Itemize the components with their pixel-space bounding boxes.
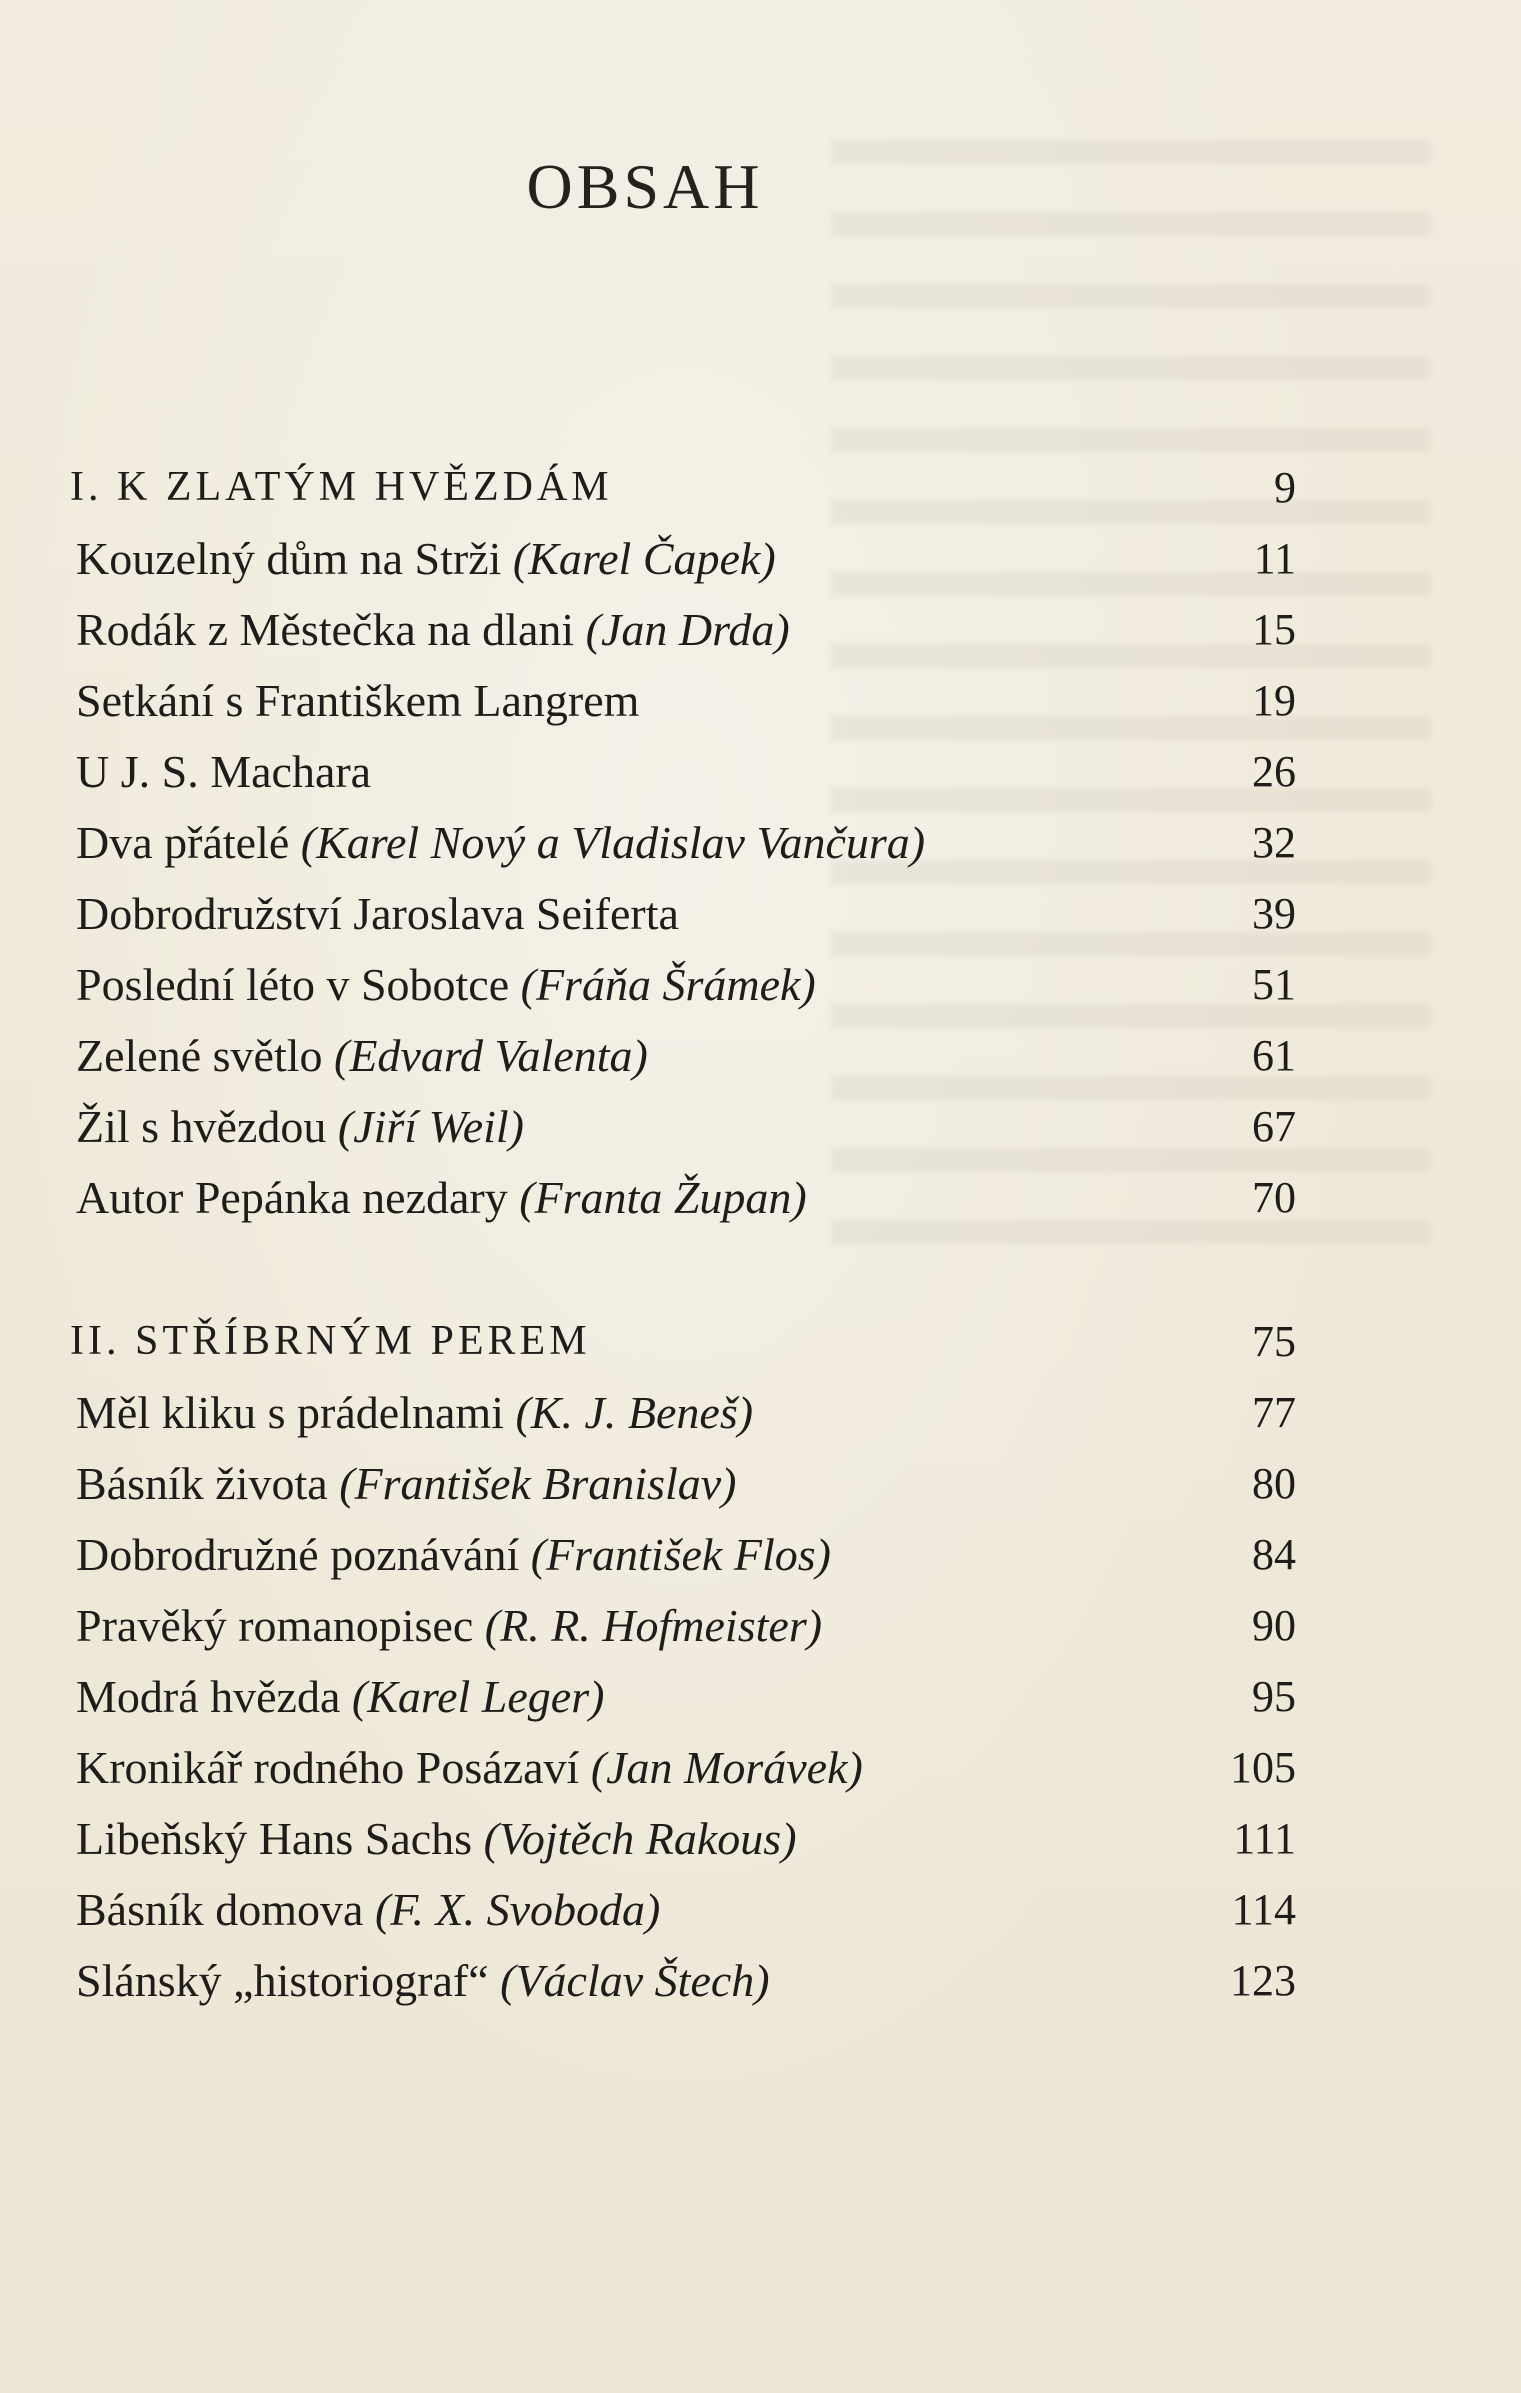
toc-entry bbox=[76, 736, 1296, 807]
entry-title: Slánský „historiograf“ bbox=[76, 1955, 489, 2006]
toc-entry bbox=[76, 594, 1296, 665]
entry-title: Kronikář rodného Posázaví bbox=[76, 1742, 580, 1793]
toc-entry bbox=[76, 949, 1296, 1020]
entry-page: 15 bbox=[1252, 605, 1296, 654]
entry-page: 70 bbox=[1252, 1173, 1296, 1222]
toc-entry bbox=[76, 1732, 1296, 1803]
toc-entry bbox=[76, 878, 1296, 949]
entry-author: (Fráňa Šrámek) bbox=[520, 959, 816, 1010]
section-heading bbox=[70, 452, 1296, 523]
section-heading-title: II. STŘÍBRNÝM PEREM bbox=[70, 1318, 591, 1364]
section-heading bbox=[70, 1306, 1296, 1377]
toc-entry bbox=[76, 1874, 1296, 1945]
entry-author: (Vojtěch Rakous) bbox=[483, 1813, 797, 1864]
toc-entry bbox=[76, 523, 1296, 594]
entry-page: 95 bbox=[1252, 1672, 1296, 1721]
entry-title: U J. S. Machara bbox=[76, 746, 372, 797]
entry-title: Dva přátelé bbox=[76, 817, 290, 868]
section-heading-page: 75 bbox=[1252, 1317, 1296, 1366]
entry-author: (Jiří Weil) bbox=[337, 1101, 524, 1152]
entry-title: Setkání s Františkem Langrem bbox=[76, 675, 640, 726]
entry-page: 19 bbox=[1252, 676, 1296, 725]
entry-page: 105 bbox=[1230, 1743, 1296, 1792]
entry-page: 84 bbox=[1252, 1530, 1296, 1579]
entry-page: 77 bbox=[1252, 1388, 1296, 1437]
entry-page: 111 bbox=[1233, 1814, 1296, 1863]
entry-author: (R. R. Hofmeister) bbox=[484, 1600, 823, 1651]
toc-entry bbox=[76, 1590, 1296, 1661]
toc-entry bbox=[76, 1519, 1296, 1590]
entry-author: (Karel Nový a Vladislav Vančura) bbox=[300, 817, 926, 868]
toc-entry bbox=[76, 1803, 1296, 1874]
entry-title: Žil s hvězdou bbox=[76, 1101, 327, 1152]
entry-author: (Franta Župan) bbox=[519, 1172, 807, 1223]
entry-title: Dobrodružné poznávání bbox=[76, 1529, 520, 1580]
entry-title: Rodák z Městečka na dlani bbox=[76, 604, 575, 655]
toc-entry bbox=[76, 807, 1296, 878]
toc-section-2 bbox=[70, 1306, 1296, 2016]
entry-author: (K. J. Beneš) bbox=[515, 1387, 754, 1438]
entry-author: (Jan Drda) bbox=[585, 604, 790, 655]
entry-page: 26 bbox=[1252, 747, 1296, 796]
toc-entry bbox=[76, 1945, 1296, 2016]
entry-title: Poslední léto v Sobotce bbox=[76, 959, 510, 1010]
toc-entry bbox=[76, 1377, 1296, 1448]
entry-author: (Jan Morávek) bbox=[590, 1742, 863, 1793]
toc-section-1 bbox=[70, 452, 1296, 1233]
page-title: OBSAH bbox=[526, 151, 764, 222]
entry-page: 123 bbox=[1230, 1956, 1296, 2005]
toc-entry bbox=[76, 1448, 1296, 1519]
section-heading-page: 9 bbox=[1274, 463, 1296, 512]
entry-page: 51 bbox=[1252, 960, 1296, 1009]
entry-author: (Edvard Valenta) bbox=[334, 1030, 648, 1081]
entry-title: Měl kliku s prádelnami bbox=[76, 1387, 504, 1438]
entry-page: 32 bbox=[1252, 818, 1296, 867]
entry-page: 67 bbox=[1252, 1102, 1296, 1151]
entry-title: Kouzelný dům na Strži bbox=[76, 533, 502, 584]
toc-entry bbox=[76, 665, 1296, 736]
entry-page: 11 bbox=[1253, 534, 1296, 583]
entry-title: Libeňský Hans Sachs bbox=[76, 1813, 473, 1864]
entry-author: (František Flos) bbox=[530, 1529, 831, 1580]
entry-title: Modrá hvězda bbox=[76, 1671, 341, 1722]
entry-page: 61 bbox=[1252, 1031, 1296, 1080]
entry-author: (F. X. Svoboda) bbox=[374, 1884, 661, 1935]
entry-page: 114 bbox=[1231, 1885, 1296, 1934]
toc-entry bbox=[76, 1162, 1296, 1233]
entry-title: Dobrodružství Jaroslava Seiferta bbox=[76, 888, 679, 939]
toc-entry bbox=[76, 1091, 1296, 1162]
section-heading-title: I. K ZLATÝM HVĚZDÁM bbox=[70, 464, 613, 510]
entry-title: Autor Pepánka nezdary bbox=[76, 1172, 508, 1223]
entry-author: (František Branislav) bbox=[339, 1458, 737, 1509]
entry-page: 80 bbox=[1252, 1459, 1296, 1508]
entry-title: Zelené světlo bbox=[76, 1030, 323, 1081]
toc-entry bbox=[76, 1020, 1296, 1091]
toc-entry bbox=[76, 1661, 1296, 1732]
entry-title: Pravěký romanopisec bbox=[76, 1600, 474, 1651]
entry-author: (Karel Leger) bbox=[351, 1671, 605, 1722]
entry-page: 90 bbox=[1252, 1601, 1296, 1650]
entry-title: Básník života bbox=[76, 1458, 328, 1509]
entry-page: 39 bbox=[1252, 889, 1296, 938]
entry-author: (Karel Čapek) bbox=[512, 533, 776, 584]
entry-title: Básník domova bbox=[76, 1884, 364, 1935]
entry-author: (Václav Štech) bbox=[500, 1955, 770, 2006]
